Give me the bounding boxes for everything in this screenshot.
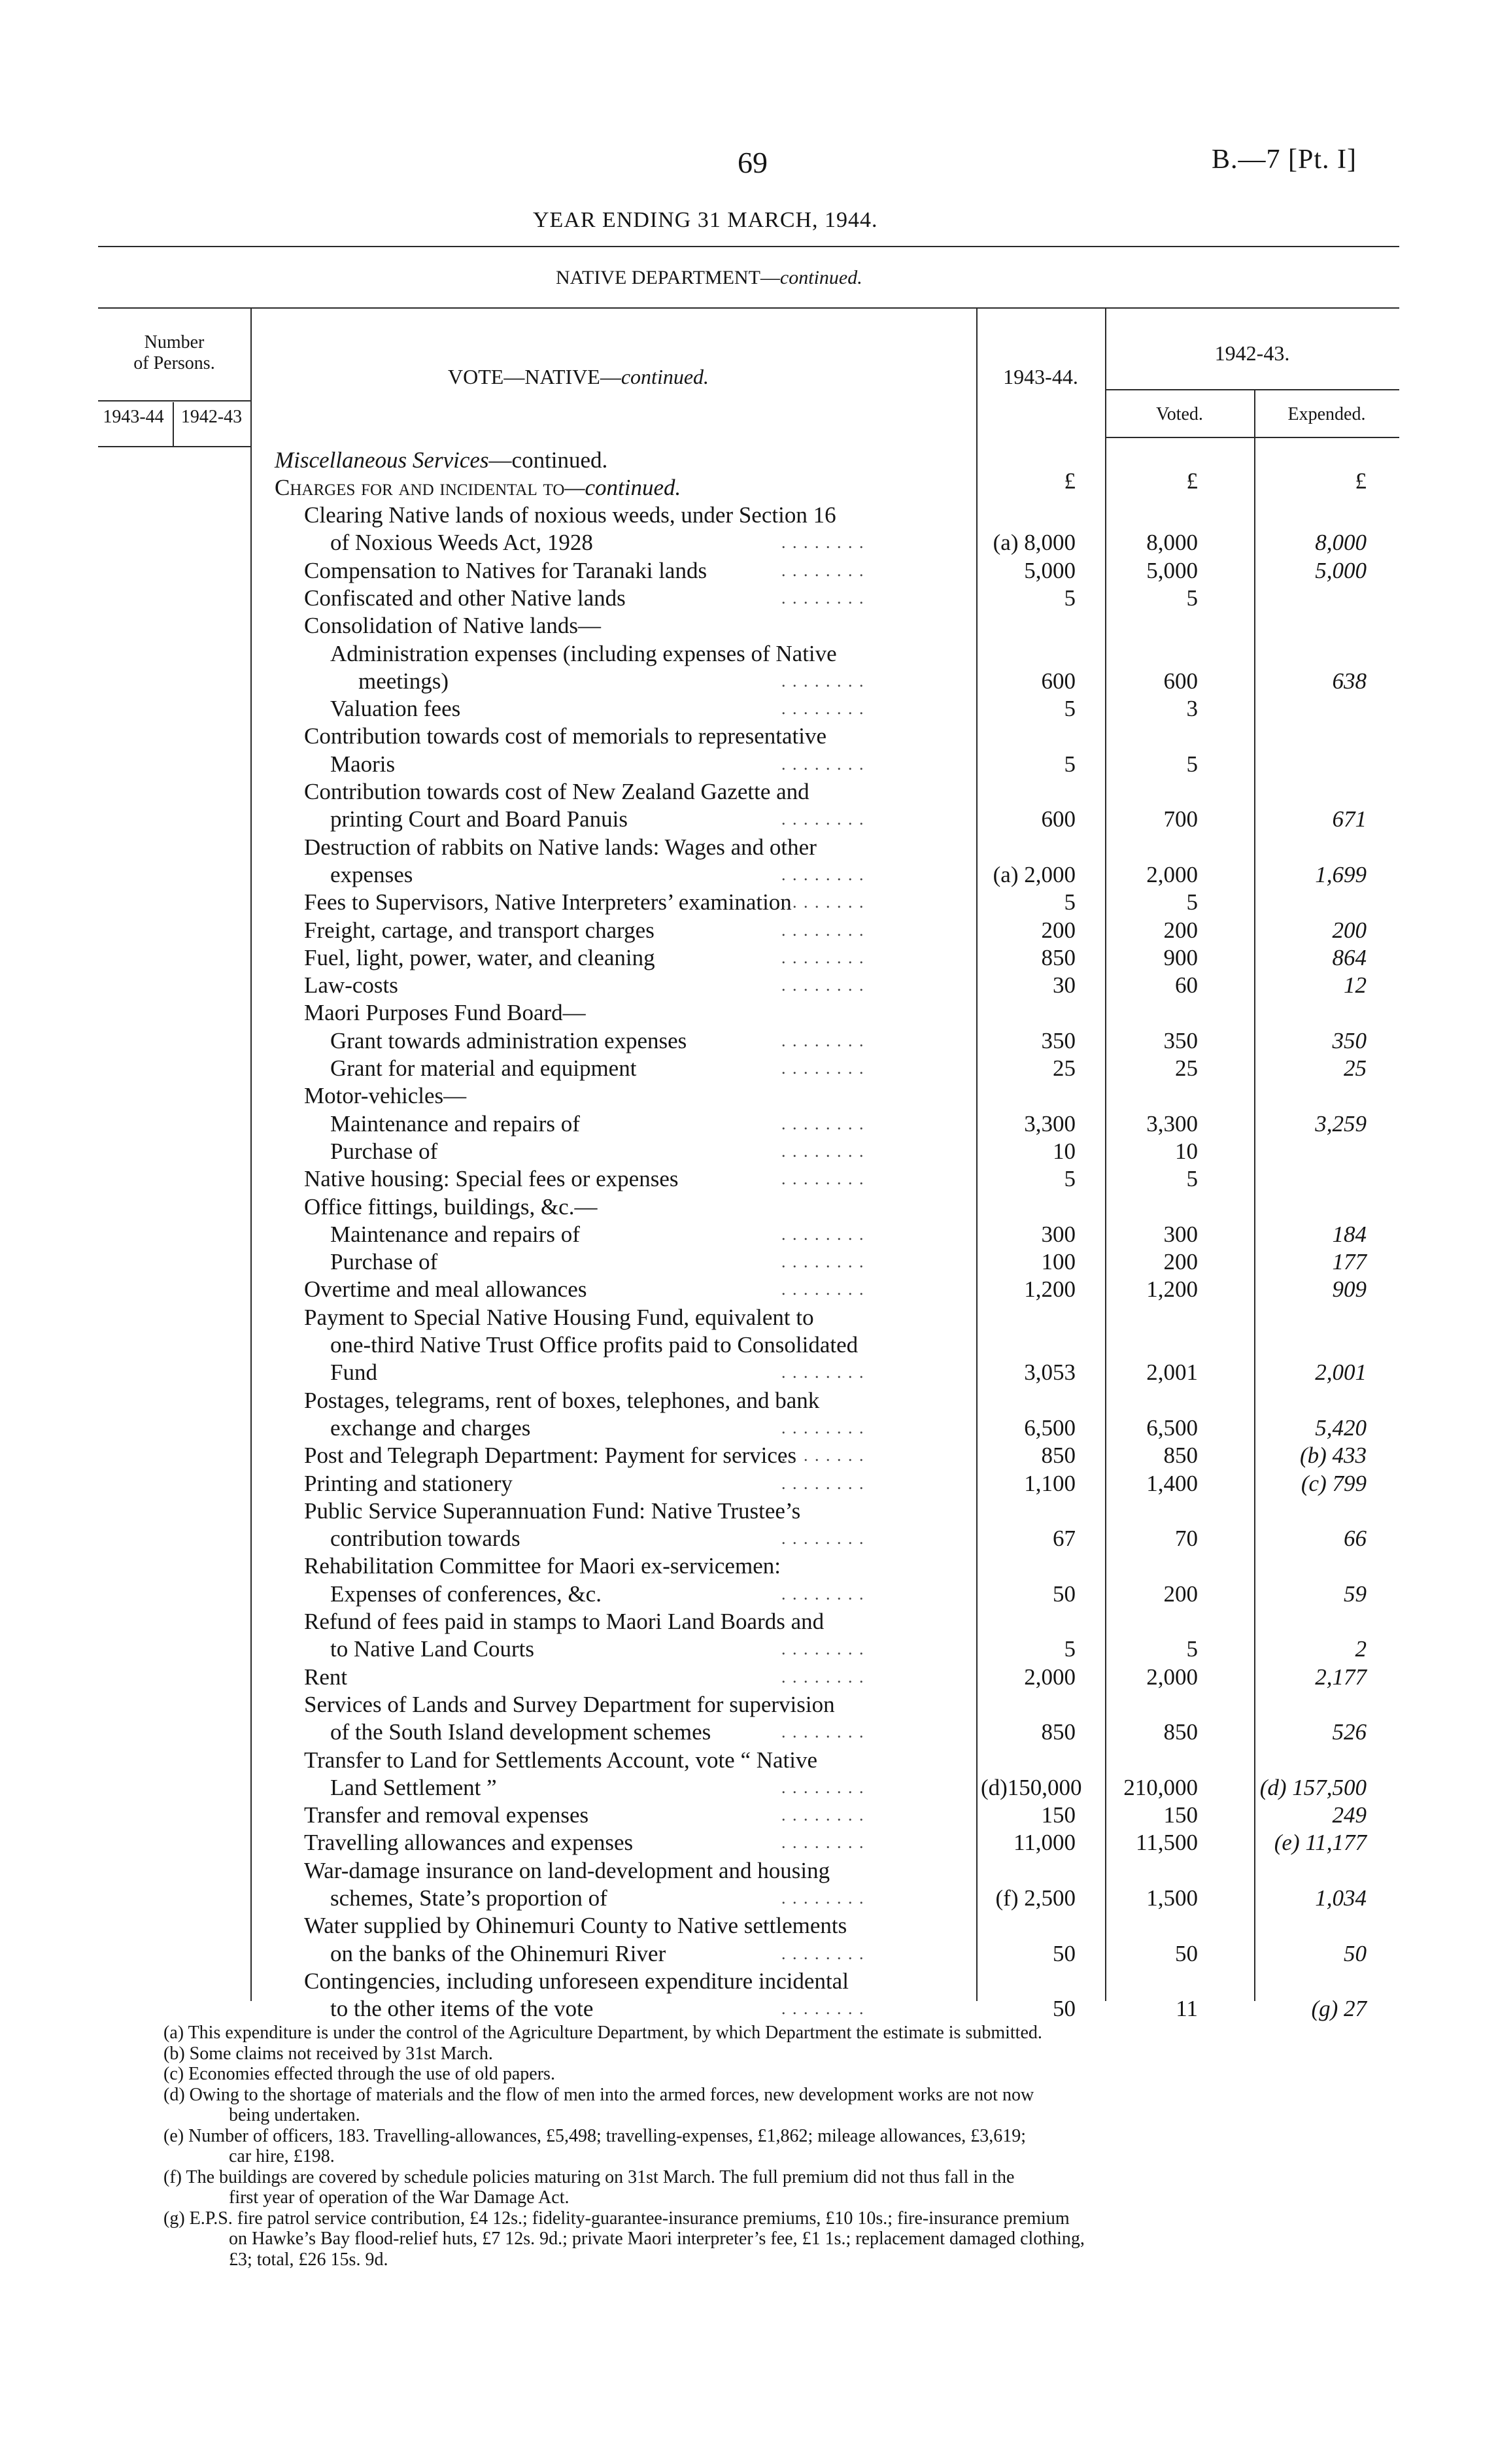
row-description: Postages, telegrams, rent of boxes, telephones, and bank	[304, 1387, 820, 1413]
amount-voted: 200	[1163, 917, 1198, 943]
amount-voted: 2,000	[1146, 1664, 1198, 1690]
col-voted-header: Voted.	[1156, 404, 1203, 424]
leader-dots: . . . . . . . .	[781, 1777, 865, 1797]
row-description: Fuel, light, power, water, and cleaning	[304, 944, 655, 970]
row-description: Administration expenses (including expenses of Native	[330, 640, 837, 666]
amount-expended: 5,000	[1315, 557, 1367, 583]
amount-expended: 2,001	[1315, 1360, 1367, 1386]
leader-dots: . . . . . . . .	[781, 1584, 865, 1603]
amount-expended: 200	[1332, 917, 1367, 943]
row-description: Compensation to Natives for Taranaki lands	[304, 557, 707, 583]
row-description: Contingencies, including unforeseen expenditure incidental	[304, 1968, 849, 1994]
footnote-line: (b) Some claims not received by 31st March.	[163, 2043, 493, 2064]
amount-1943: (a) 8,000	[993, 530, 1076, 556]
amount-voted: 11	[1176, 1996, 1198, 2022]
row-description: Valuation fees	[330, 696, 461, 722]
amount-1943: 1,200	[1024, 1276, 1076, 1303]
amount-expended: 184	[1332, 1221, 1367, 1247]
amount-1943: 67	[1053, 1526, 1076, 1552]
row-description: contribution towards	[330, 1526, 520, 1552]
amount-1943: 5	[1064, 889, 1076, 915]
col-1942-header: 1942-43.	[1214, 341, 1290, 365]
currency-voted: £	[1186, 468, 1198, 494]
amount-expended: (d) 157,500	[1259, 1774, 1367, 1800]
leader-dots: . . . . . . . .	[781, 699, 865, 719]
amount-expended: 5,420	[1315, 1414, 1367, 1441]
amount-voted: 2,001	[1146, 1360, 1198, 1386]
amount-expended: 671	[1332, 806, 1367, 832]
amount-voted: 350	[1163, 1027, 1198, 1053]
section-charges: Charges for and incidental to—continued.	[275, 475, 681, 500]
amount-1943: 5	[1064, 585, 1076, 611]
row-description: Maintenance and repairs of	[330, 1221, 580, 1247]
leader-dots: . . . . . . . .	[781, 1169, 865, 1189]
amount-1943: 25	[1053, 1055, 1076, 1081]
footnote-line: on Hawke’s Bay flood-relief huts, £7 12s. 9d.; private Maori interpreter’s fee, £1 1s.; replacement damaged clothing,	[229, 2229, 1085, 2249]
amount-voted: 300	[1163, 1221, 1198, 1247]
amount-expended: 177	[1332, 1249, 1367, 1275]
amount-expended: 8,000	[1315, 530, 1367, 556]
row-description: meetings)	[358, 668, 449, 694]
row-description: on the banks of the Ohinemuri River	[330, 1940, 666, 1966]
amount-voted: 5	[1186, 1166, 1198, 1192]
row-description: exchange and charges	[330, 1414, 531, 1441]
amount-1943: 150	[1041, 1802, 1076, 1828]
amount-expended: 3,259	[1315, 1110, 1367, 1137]
amount-voted: 900	[1163, 944, 1198, 970]
amount-voted: 10	[1175, 1138, 1198, 1164]
leader-dots: . . . . . . . .	[781, 948, 865, 967]
leader-dots: . . . . . . . .	[781, 1363, 865, 1382]
voted-expended-divider	[1254, 389, 1255, 2001]
footnote-line: (f) The buildings are covered by schedule policies maturing on 31st March. The full premium did not thus fall in the	[163, 2166, 1015, 2187]
amount-expended: 638	[1332, 668, 1367, 694]
amount-expended: 1,699	[1315, 861, 1367, 887]
row-description: Land Settlement ”	[330, 1774, 497, 1800]
row-description: Office fittings, buildings, &c.—	[304, 1193, 598, 1220]
amount-voted: 3	[1186, 696, 1198, 722]
amount-voted: 700	[1163, 806, 1198, 832]
row-description: Grant for material and equipment	[330, 1055, 637, 1081]
row-description: of the South Island development schemes	[330, 1719, 711, 1745]
amount-voted: 600	[1163, 668, 1198, 694]
amount-1943: 600	[1041, 668, 1076, 694]
row-description: Fees to Supervisors, Native Interpreters’ examination	[304, 889, 792, 915]
amount-1943: 850	[1041, 1719, 1076, 1745]
row-description: Purchase of	[330, 1249, 438, 1275]
footnote-line: being undertaken.	[229, 2105, 360, 2125]
row-description: Refund of fees paid in stamps to Maori Land Boards and	[304, 1609, 825, 1634]
amount-voted: 25	[1175, 1055, 1198, 1081]
amount-expended: 12	[1344, 972, 1367, 999]
amount-1943: 5	[1064, 1166, 1076, 1192]
amount-1943: 50	[1053, 1581, 1076, 1607]
leader-dots: . . . . . . . .	[781, 560, 865, 580]
vote-title: VOTE—NATIVE—continued.	[448, 365, 709, 388]
row-description: Services of Lands and Survey Department for supervision	[304, 1691, 835, 1717]
row-description: one-third Native Trust Office profits paid to Consolidated	[330, 1332, 859, 1358]
leader-dots: . . . . . . . .	[781, 671, 865, 691]
footnote-line: first year of operation of the War Damage Act.	[229, 2187, 570, 2208]
amount-voted: 50	[1175, 1940, 1198, 1966]
document-reference: B.—7 [Pt. I]	[1212, 145, 1357, 175]
amount-1943: 11,000	[1013, 1830, 1076, 1856]
amount-1943: 350	[1041, 1027, 1076, 1053]
row-description: expenses	[330, 861, 413, 887]
row-description: Overtime and meal allowances	[304, 1276, 587, 1303]
amount-1943: 2,000	[1024, 1664, 1076, 1690]
leader-dots: . . . . . . . .	[781, 1252, 865, 1272]
amount-voted: 8,000	[1146, 530, 1198, 556]
amount-expended: 864	[1332, 944, 1367, 970]
leader-dots: . . . . . . . .	[781, 1667, 865, 1686]
table-top-rule	[98, 307, 1399, 309]
leader-dots: . . . . . . . .	[781, 533, 865, 553]
leader-dots: . . . . . . . .	[781, 1639, 865, 1659]
amount-1943: 10	[1053, 1138, 1076, 1164]
amount-1943: 3,053	[1024, 1360, 1076, 1386]
amount-expended: 909	[1332, 1276, 1367, 1303]
leader-dots: . . . . . . . .	[781, 976, 865, 995]
amount-voted: 150	[1163, 1802, 1198, 1828]
amount-1943: 850	[1041, 944, 1076, 970]
amount-expended: 2,177	[1315, 1664, 1367, 1690]
row-description: Destruction of rabbits on Native lands: Wages and other	[304, 834, 817, 860]
footnote-line: (a) This expenditure is under the control of the Agriculture Department, by which Department the estimate is submitted.	[163, 2023, 1042, 2043]
footnote-line: car hire, £198.	[229, 2146, 335, 2166]
amount-1943: 50	[1053, 1996, 1076, 2022]
row-description: Rehabilitation Committee for Maori ex-servicemen:	[304, 1553, 781, 1579]
leader-dots: . . . . . . . .	[781, 893, 865, 912]
amount-voted: 200	[1163, 1249, 1198, 1275]
col-expended-header: Expended.	[1287, 404, 1366, 424]
amount-voted: 3,300	[1146, 1110, 1198, 1137]
year-title: YEAR ENDING 31 MARCH, 1944.	[533, 208, 878, 232]
amount-1943: (f) 2,500	[995, 1885, 1076, 1911]
leader-dots: . . . . . . . .	[781, 1418, 865, 1437]
amount-voted: 5	[1186, 751, 1198, 777]
row-description: Public Service Superannuation Fund: Native Trustee’s	[304, 1497, 801, 1524]
amount-1943: 3,300	[1024, 1110, 1076, 1137]
amount-1943: 50	[1053, 1940, 1076, 1966]
header-rule	[98, 246, 1399, 247]
footnote-line: £3; total, £26 15s. 9d.	[229, 2249, 388, 2270]
leader-dots: . . . . . . . .	[781, 1833, 865, 1853]
amount-expended: 66	[1344, 1526, 1367, 1552]
row-description: Consolidation of Native lands—	[304, 613, 601, 639]
amount-voted: 1,400	[1146, 1470, 1198, 1496]
amount-voted: 60	[1175, 972, 1198, 999]
amount-1943: 850	[1041, 1443, 1076, 1469]
section-title: Miscellaneous Services—continued.	[275, 447, 608, 473]
row-description: of Noxious Weeds Act, 1928	[330, 530, 593, 556]
amount-1943: 600	[1041, 806, 1076, 832]
amount-voted: 5	[1186, 585, 1198, 611]
amount-expended: (b) 433	[1299, 1443, 1367, 1469]
amount-1943: (a) 2,000	[993, 861, 1076, 887]
currency-expended: £	[1355, 468, 1367, 494]
row-description: Law-costs	[304, 972, 398, 999]
amount-1943: 5	[1064, 696, 1076, 722]
row-description: Grant towards administration expenses	[330, 1027, 687, 1053]
amount-voted: 11,500	[1136, 1830, 1198, 1856]
footnote-line: (c) Economies effected through the use of old papers.	[163, 2064, 555, 2084]
leader-dots: . . . . . . . .	[781, 1805, 865, 1825]
amount-1943: 5,000	[1024, 557, 1076, 583]
row-description: Rent	[304, 1664, 348, 1690]
years-header-rule	[1105, 389, 1399, 390]
amount-1943: 100	[1041, 1249, 1076, 1275]
amount-1943: (d)150,000	[981, 1774, 1082, 1800]
amount-expended: 25	[1344, 1055, 1367, 1081]
amount-expended: 2	[1355, 1636, 1367, 1662]
leader-dots: . . . . . . . .	[781, 1529, 865, 1549]
row-description: Contribution towards cost of New Zealand Gazette and	[304, 779, 809, 804]
row-description: Maintenance and repairs of	[330, 1110, 580, 1137]
row-description: Motor-vehicles—	[304, 1083, 467, 1109]
amount-1943: 200	[1041, 917, 1076, 943]
row-description: Native housing: Special fees or expenses	[304, 1166, 679, 1192]
footnote-line: (d) Owing to the shortage of materials and the flow of men into the armed forces, new development works are not now	[163, 2084, 1034, 2105]
persons-header-rule	[98, 400, 250, 402]
footnote-line: (e) Number of officers, 183. Travelling-allowances, £5,498; travelling-expenses, £1,862; mileage allowances, £3,619;	[163, 2125, 1027, 2146]
leader-dots: . . . . . . . .	[781, 1114, 865, 1133]
leader-dots: . . . . . . . .	[781, 1224, 865, 1244]
amount-voted: 210,000	[1123, 1774, 1198, 1800]
leader-dots: . . . . . . . .	[781, 1722, 865, 1742]
row-description: Transfer to Land for Settlements Account, vote “ Native	[304, 1747, 818, 1773]
amount-expended: 249	[1332, 1802, 1367, 1828]
amount-divider-1942	[1105, 307, 1106, 2001]
col-1943-header: 1943-44.	[1003, 365, 1078, 388]
persons-bottom-rule	[98, 446, 250, 447]
amount-1943: 5	[1064, 1636, 1076, 1662]
amount-voted: 850	[1163, 1443, 1198, 1469]
amount-1943: 6,500	[1024, 1414, 1076, 1441]
row-description: Travelling allowances and expenses	[304, 1830, 634, 1856]
amount-expended: 1,034	[1315, 1885, 1367, 1911]
amount-voted: 2,000	[1146, 861, 1198, 887]
leader-dots: . . . . . . . .	[781, 1446, 865, 1465]
persons-col-1943: 1943-44	[103, 407, 164, 427]
amount-1943: 300	[1041, 1221, 1076, 1247]
leader-dots: . . . . . . . .	[781, 920, 865, 940]
amount-divider-1943	[976, 307, 978, 2001]
amount-voted: 5	[1186, 1636, 1198, 1662]
amount-voted: 70	[1175, 1526, 1198, 1552]
amount-expended: (e) 11,177	[1274, 1830, 1367, 1856]
row-description: Printing and stationery	[304, 1470, 513, 1496]
amount-voted: 1,200	[1146, 1276, 1198, 1303]
amount-1943: 5	[1064, 751, 1076, 777]
currency-1943: £	[1064, 468, 1076, 494]
amount-voted: 5,000	[1146, 557, 1198, 583]
amount-expended: (c) 799	[1301, 1470, 1367, 1496]
amount-expended: 350	[1332, 1027, 1367, 1053]
amount-expended: 526	[1332, 1719, 1367, 1745]
amount-expended: 59	[1344, 1581, 1367, 1607]
leader-dots: . . . . . . . .	[781, 1031, 865, 1050]
persons-header: Number of Persons.	[133, 332, 215, 373]
amount-voted: 6,500	[1146, 1414, 1198, 1441]
amount-1943: 30	[1053, 972, 1076, 999]
row-description: Contribution towards cost of memorials to representative	[304, 723, 826, 749]
voted-bottom-rule	[1105, 437, 1399, 438]
row-description: Fund	[330, 1360, 377, 1386]
department-title: NATIVE DEPARTMENT—continued.	[556, 267, 862, 288]
row-description: Water supplied by Ohinemuri County to Native settlements	[304, 1913, 847, 1939]
leader-dots: . . . . . . . .	[781, 864, 865, 884]
row-description: schemes, State’s proportion of	[330, 1885, 607, 1911]
row-description: to Native Land Courts	[330, 1636, 535, 1662]
persons-divider	[250, 307, 252, 2001]
amount-voted: 5	[1186, 889, 1198, 915]
leader-dots: . . . . . . . .	[781, 1999, 865, 2019]
row-description: War-damage insurance on land-development and housing	[304, 1857, 830, 1883]
row-description: Transfer and removal expenses	[304, 1802, 589, 1828]
leader-dots: . . . . . . . .	[781, 1141, 865, 1161]
footnote-line: (g) E.P.S. fire patrol service contribution, £4 12s.; fidelity-guarantee-insurance premiums, £10 10s.; fire-insurance premium	[163, 2208, 1070, 2229]
leader-dots: . . . . . . . .	[781, 1280, 865, 1299]
row-description: Clearing Native lands of noxious weeds, under Section 16	[304, 502, 836, 528]
persons-col-1942: 1942-43	[180, 407, 243, 427]
row-description: Freight, cartage, and transport charges	[304, 917, 655, 943]
amount-voted: 200	[1163, 1581, 1198, 1607]
row-description: Confiscated and other Native lands	[304, 585, 626, 611]
leader-dots: . . . . . . . .	[781, 588, 865, 607]
row-description: printing Court and Board Panuis	[330, 806, 628, 832]
row-description: Expenses of conferences, &c.	[330, 1581, 602, 1607]
row-description: Payment to Special Native Housing Fund, equivalent to	[304, 1304, 814, 1330]
amount-expended: 50	[1344, 1940, 1367, 1966]
page-number: 69	[738, 146, 768, 179]
amount-expended: (g) 27	[1311, 1996, 1367, 2022]
leader-dots: . . . . . . . .	[781, 1943, 865, 1963]
row-description: Purchase of	[330, 1138, 438, 1164]
leader-dots: . . . . . . . .	[781, 1889, 865, 1908]
amount-voted: 1,500	[1146, 1885, 1198, 1911]
amount-voted: 850	[1163, 1719, 1198, 1745]
row-description: Maoris	[330, 751, 396, 777]
leader-dots: . . . . . . . .	[781, 754, 865, 774]
row-description: Post and Telegraph Department: Payment for services	[304, 1443, 797, 1469]
row-description: to the other items of the vote	[330, 1996, 594, 2022]
leader-dots: . . . . . . . .	[781, 1473, 865, 1493]
leader-dots: . . . . . . . .	[781, 810, 865, 829]
leader-dots: . . . . . . . .	[781, 1059, 865, 1078]
row-description: Maori Purposes Fund Board—	[304, 1000, 586, 1026]
amount-1943: 1,100	[1024, 1470, 1076, 1496]
